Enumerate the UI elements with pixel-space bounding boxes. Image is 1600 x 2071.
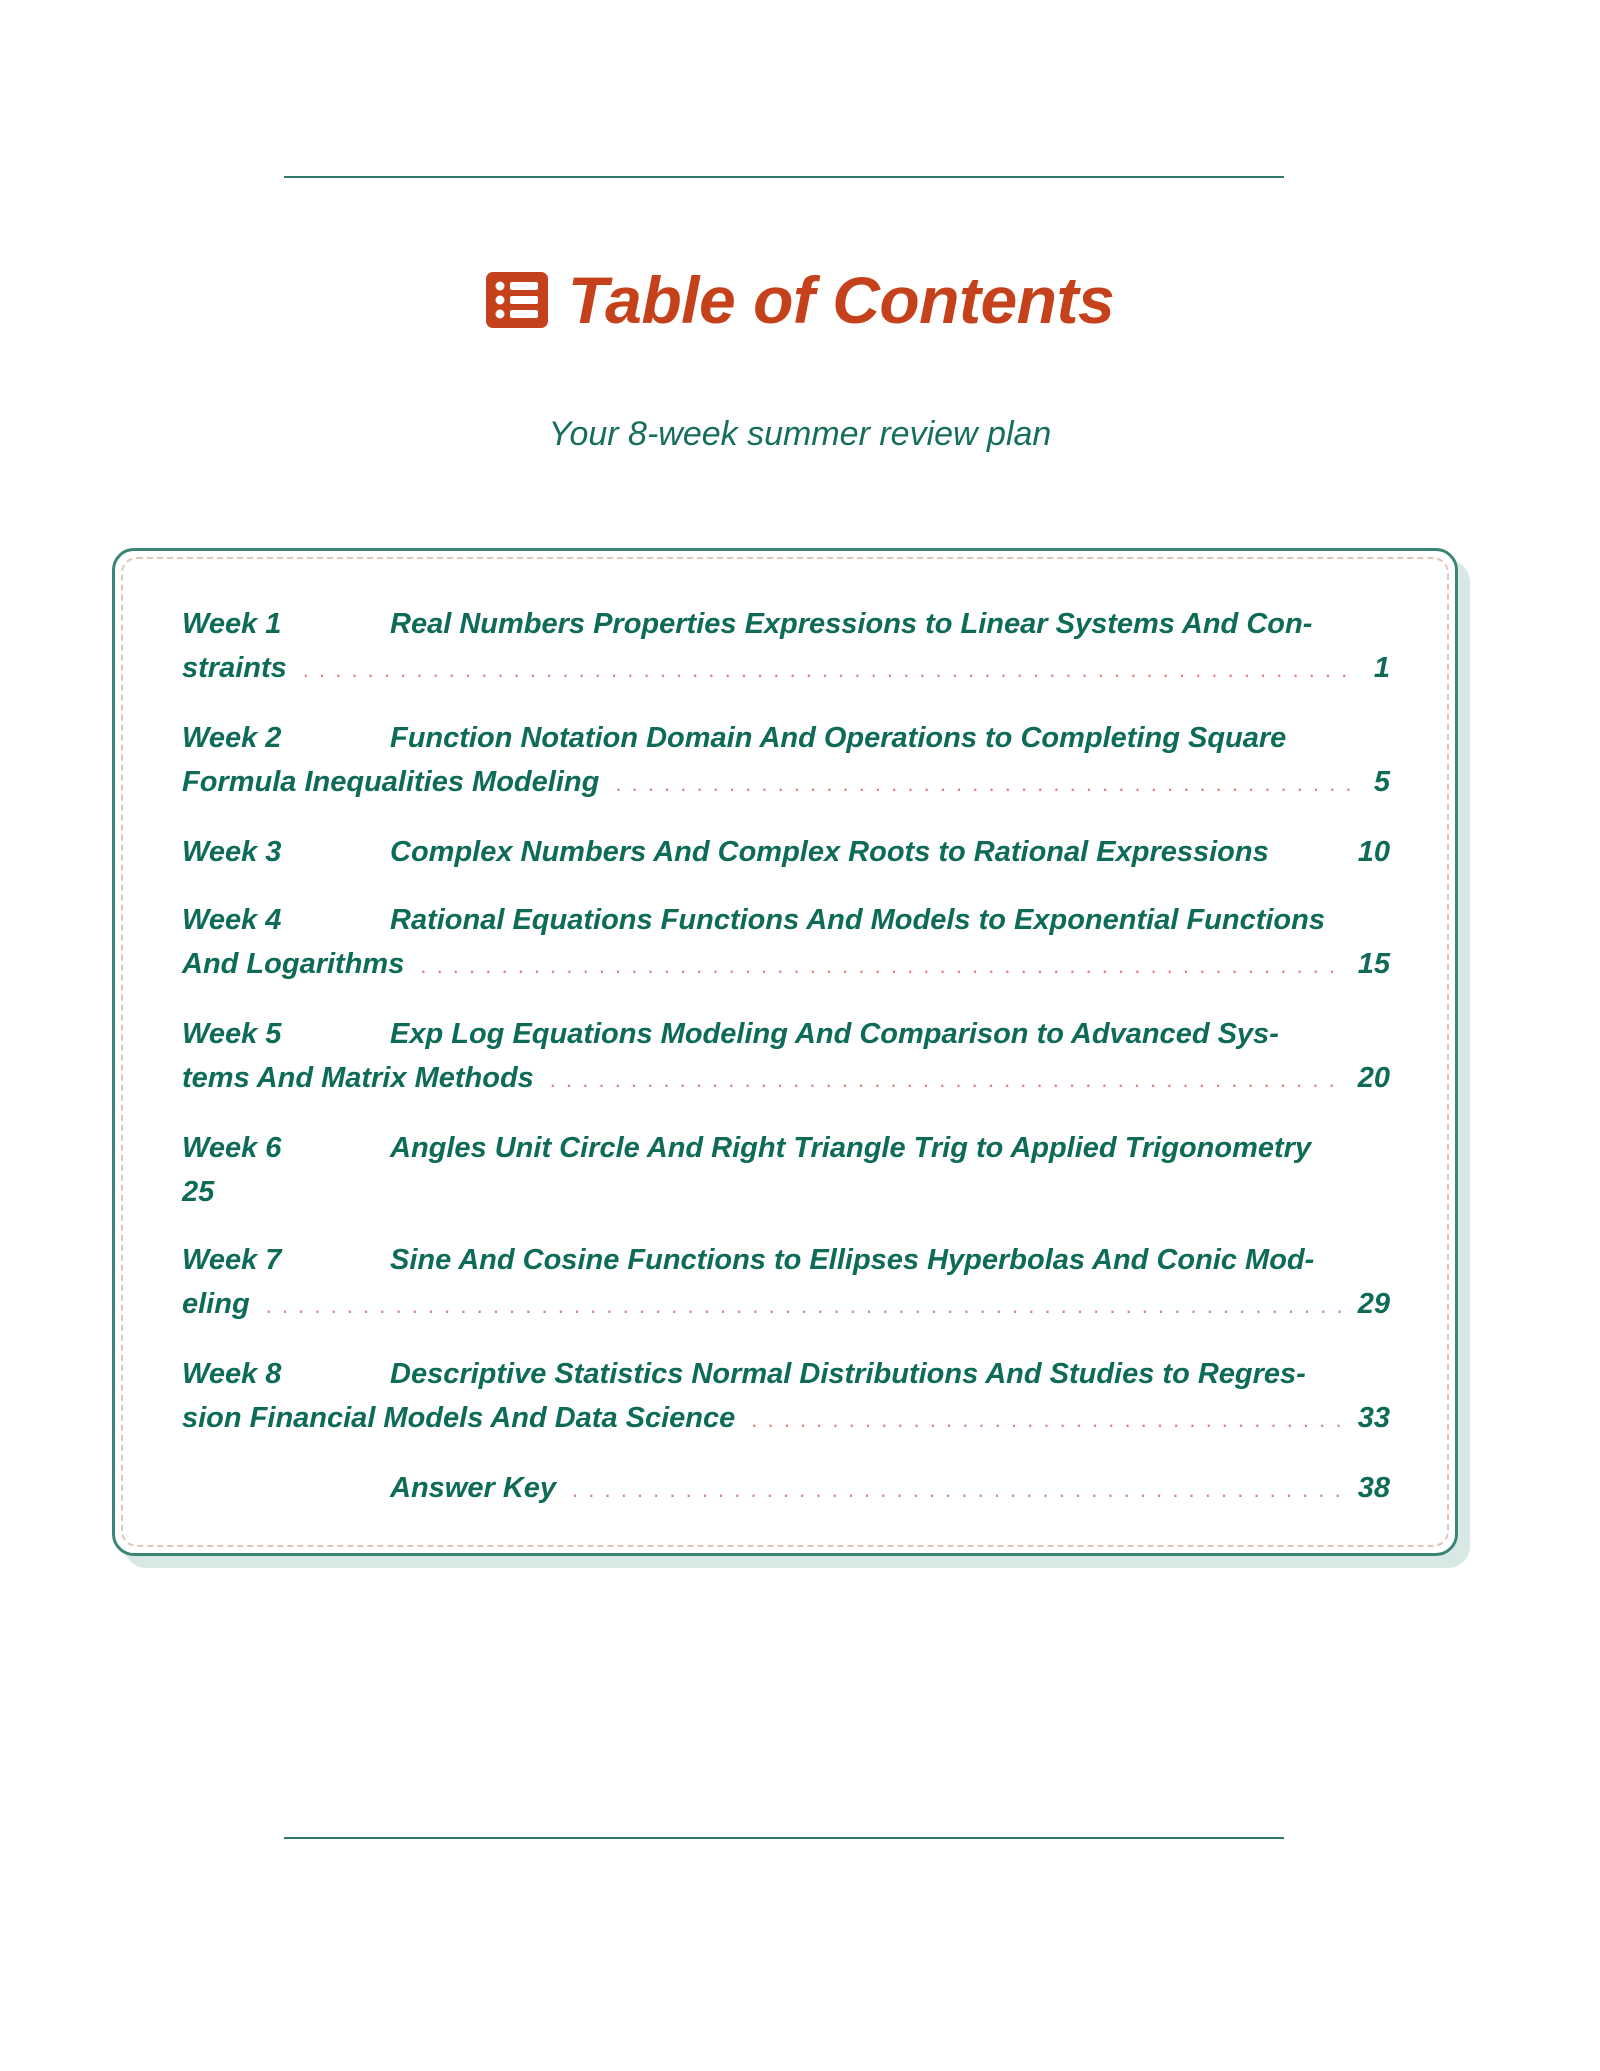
toc-week-label: Week 4 xyxy=(182,904,282,936)
toc-leader-dots xyxy=(615,762,1358,806)
toc-page-number: 5 xyxy=(1373,766,1390,798)
toc-list xyxy=(182,602,1390,1536)
toc-week-label: Week 6 xyxy=(182,1132,282,1164)
toc-week-label: Week 1 xyxy=(182,608,282,640)
toc-week-label: Week 2 xyxy=(182,722,282,754)
toc-entry-week-8[interactable] xyxy=(182,1352,1390,1442)
toc-page-number: 29 xyxy=(1357,1288,1390,1320)
toc-entry-title-cont: sion Financial Models And Data Science xyxy=(182,1402,736,1434)
toc-entry-week-7[interactable] xyxy=(182,1238,1390,1328)
toc-entry-week-6[interactable] xyxy=(182,1126,1390,1214)
page-title-text: Table of Contents xyxy=(567,263,1115,337)
top-rule xyxy=(284,176,1284,178)
list-icon xyxy=(486,272,548,328)
toc-entry-title-cont: And Logarithms xyxy=(182,948,405,980)
toc-entry-title: Rational Equations Functions And Models to Exponential Functions xyxy=(390,904,1325,936)
toc-entry-title-cont: eling xyxy=(182,1288,250,1320)
toc-entry-week-4[interactable] xyxy=(182,898,1390,988)
page-subtitle: Your 8-week summer review plan xyxy=(548,415,1052,453)
toc-entry-title-cont: straints xyxy=(182,652,287,684)
toc-entry-title: Descriptive Statistics Normal Distributions And Studies to Regres- xyxy=(390,1358,1306,1390)
toc-entry-answer-key[interactable] xyxy=(182,1466,1390,1512)
toc-page-number: 33 xyxy=(1357,1402,1390,1434)
toc-week-label: Week 8 xyxy=(182,1358,282,1390)
toc-week-label: Week 7 xyxy=(182,1244,282,1276)
toc-entry-week-1[interactable] xyxy=(182,602,1390,692)
toc-entry-week-2[interactable] xyxy=(182,716,1390,806)
toc-entry-title: Function Notation Domain And Operations to Completing Square xyxy=(390,722,1287,754)
toc-leader-dots xyxy=(420,944,1341,988)
toc-entry-title: Exp Log Equations Modeling And Comparison to Advanced Sys- xyxy=(390,1018,1279,1050)
page-title xyxy=(486,262,1114,338)
toc-entry-title: Complex Numbers And Complex Roots to Rational Expressions xyxy=(390,836,1269,868)
toc-entry-title: Answer Key xyxy=(390,1472,557,1504)
toc-entry-title-cont: Formula Inequalities Modeling xyxy=(182,766,600,798)
bottom-rule xyxy=(284,1837,1284,1839)
title-block xyxy=(0,262,1600,338)
toc-entry-week-5[interactable] xyxy=(182,1012,1390,1102)
toc-page-number: 10 xyxy=(1357,836,1390,868)
toc-week-label: Week 5 xyxy=(182,1018,282,1050)
toc-leader-dots xyxy=(751,1398,1341,1442)
toc-entry-title-cont: tems And Matrix Methods xyxy=(182,1062,534,1094)
toc-page-number: 38 xyxy=(1357,1472,1390,1504)
toc-leader-dots xyxy=(266,1284,1342,1328)
toc-week-label: Week 3 xyxy=(182,836,282,868)
toc-leader-dots xyxy=(303,648,1358,692)
toc-page-number: 20 xyxy=(1357,1062,1390,1094)
toc-entry-week-3[interactable] xyxy=(182,830,1390,874)
toc-entry-title: Sine And Cosine Functions to Ellipses Hyperbolas And Conic Mod- xyxy=(390,1244,1315,1276)
toc-page-number: 15 xyxy=(1357,948,1390,980)
toc-entry-title: Angles Unit Circle And Right Triangle Trig to Applied Trigonometry xyxy=(390,1132,1312,1164)
toc-leader-dots xyxy=(550,1058,1342,1102)
toc-leader-dots xyxy=(572,1468,1342,1512)
toc-page-number: 1 xyxy=(1373,652,1390,684)
toc-entry-title: Real Numbers Properties Expressions to Linear Systems And Con- xyxy=(390,608,1313,640)
toc-page-number: 25 xyxy=(182,1176,215,1208)
